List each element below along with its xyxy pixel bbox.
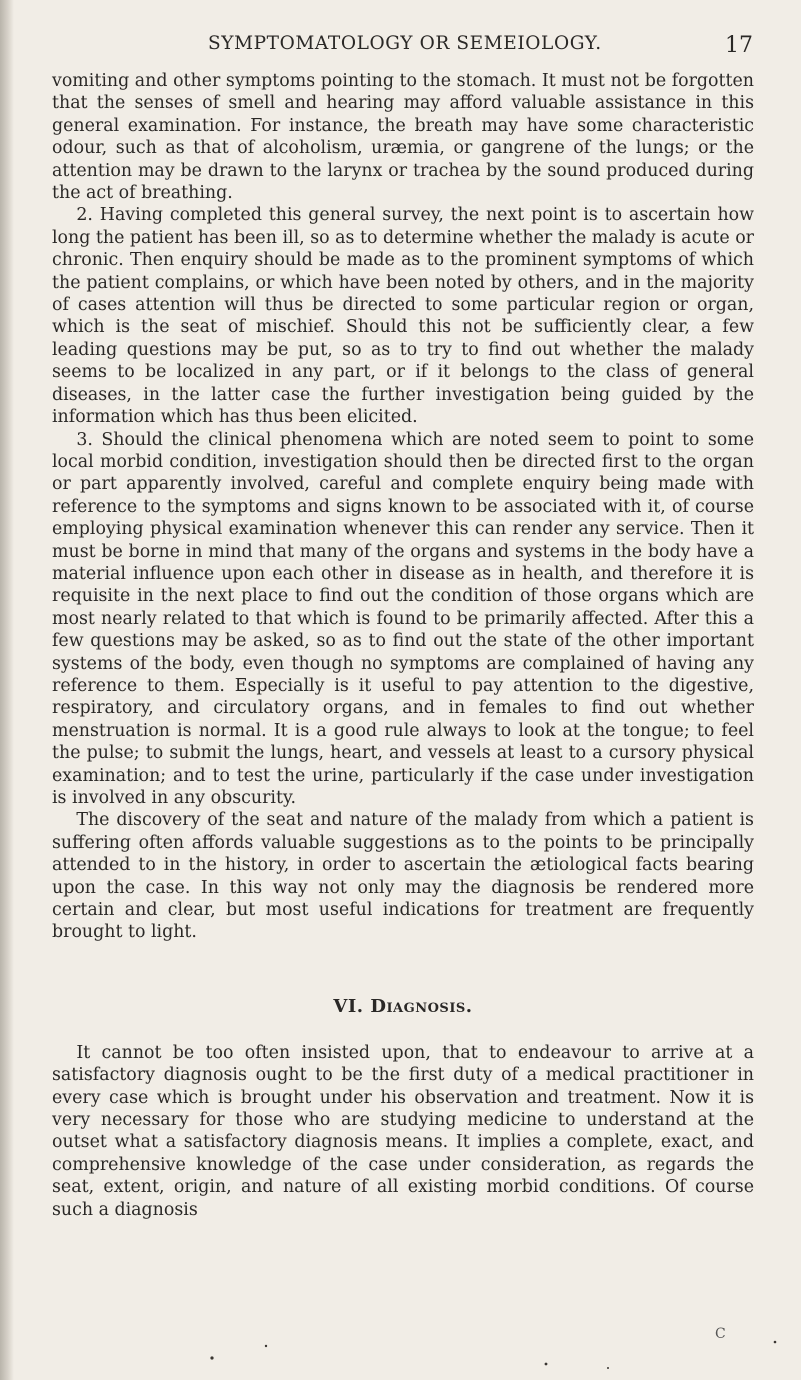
section-heading: VI. Diagnosis. xyxy=(333,995,473,1017)
paragraph: 3. Should the clinical phenomena which are noted seem to point to some local morbid condition, investigation should then be directed first to the organ or part apparently involved, careful and complete enquiry being made with reference to the symptoms and signs known to be associated with it, of course employing physical examination whenever this can render any service. Then it must be borne in mind that many of the organs and systems in the body have a material influence upon each other in disease as in health, and therefore it is requisite in the next place to find out the condition of those organs which are most nearly related to that which is found to be primarily affected. After this a few questions may be asked, so as to find out the state of the other important systems of the body, even though no symptoms are complained of having any reference to them. Especially is it useful to pay attention to the digestive, respiratory, and circulatory organs, and in females to find out whether menstruation is normal. It is a good rule always to look at the tongue; to feel the pulse; to submit the lungs, heart, and vessels at least to a cursory physical examination; and to test the urine, particularly if the case under investigation is involved in any obscurity. xyxy=(52,429,754,808)
page-number: 17 xyxy=(725,33,753,58)
paper-speck xyxy=(545,1363,548,1366)
page-spine-shadow xyxy=(0,0,14,1380)
paragraph: vomiting and other symptoms pointing to the stomach. It must not be forgotten that the senses of smell and hearing may afford valuable assistance in this general examination. For instance, the breath may have some characteristic odour, such as that of alcoholism, uræmia, or gangrene of the lungs; or the attention may be drawn to the larynx or trachea by the sound produced during the act of breathing. xyxy=(52,71,754,204)
paper-speck xyxy=(265,1345,267,1347)
paper-speck xyxy=(607,1367,609,1369)
body-text xyxy=(52,70,754,1221)
paragraph: The discovery of the seat and nature of the malady from which a patient is suffering often affords valuable suggestions as to the points to be principally attended to in the history, in order to ascertain the ætiological facts bearing upon the case. In this way not only may the diagnosis be rendered more certain and clear, but most useful indications for treatment are frequently brought to light. xyxy=(52,810,754,943)
signature-mark: C xyxy=(715,1326,726,1342)
running-head: SYMPTOMATOLOGY OR SEMEIOLOGY. xyxy=(208,33,602,54)
section-gap xyxy=(52,944,754,996)
page-header xyxy=(208,30,753,64)
paragraph: 2. Having completed this general survey, the next point is to ascertain how long the patient has been ill, so as to determine whether the malady is acute or chronic. Then enquiry should be made as to the prominent symptoms of which the patient complains, or which have been noted by others, and in the majority of cases attention will thus be directed to some particular region or organ, which is the seat of mischief. Should this not be sufficiently clear, a few leading questions may be put, so as to try to find out whether the malady seems to be localized in any part, or if it belongs to the class of general diseases, in the latter case the further investigation being guided by the information which has thus been elicited. xyxy=(52,205,754,428)
section-paragraph: It cannot be too often insisted upon, that to endeavour to arrive at a satisfactory diagnosis ought to be the first duty of a medical practitioner in every case which is brought under his observation and treatment. Now it is very necessary for those who are studying medicine to understand at the outset what a satisfactory diagnosis means. It implies a complete, exact, and comprehensive knowledge of the case under consideration, as regards the seat, extent, origin, and nature of all existing morbid conditions. Of course such a diagnosis xyxy=(52,1042,754,1220)
paper-speck xyxy=(774,1341,777,1344)
paper-speck xyxy=(210,1356,213,1359)
heading-gap xyxy=(52,1018,754,1042)
